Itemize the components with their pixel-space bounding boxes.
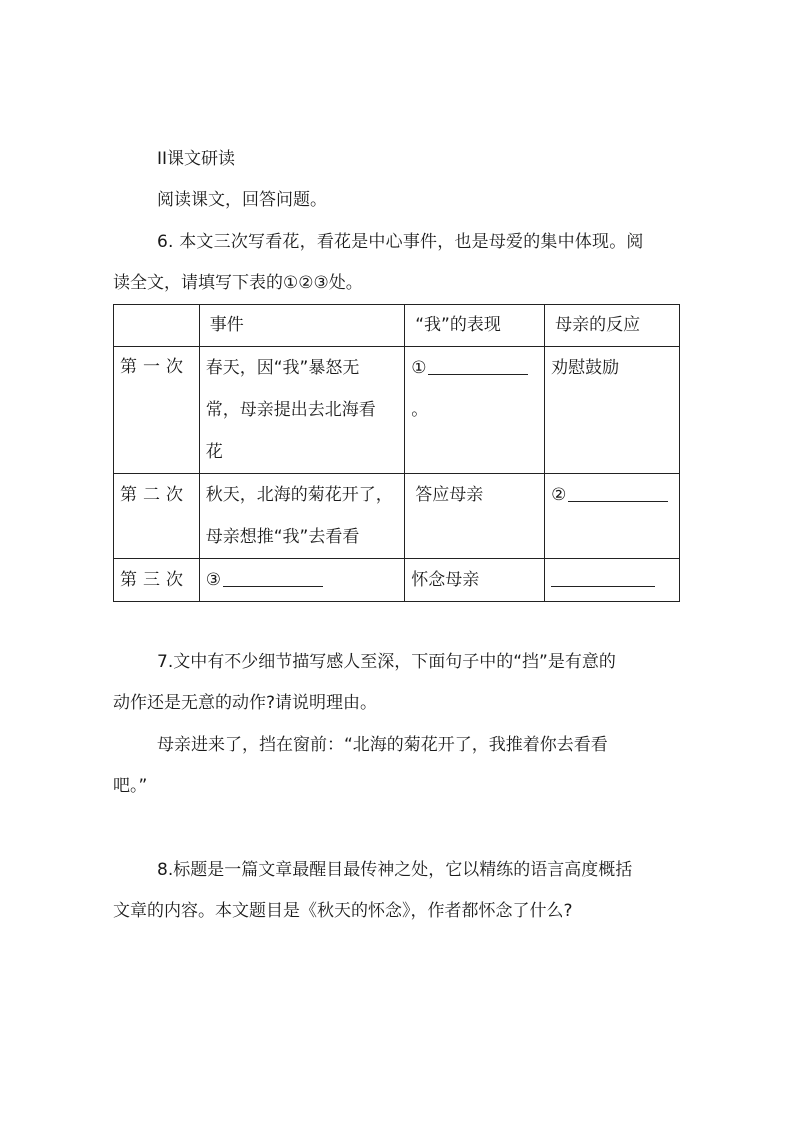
event-line: 母亲想推“我”去看看: [205, 527, 360, 547]
row-mother: [545, 559, 680, 602]
question-7-line-2: 动作还是无意的动作?请说明理由。: [113, 693, 378, 713]
section-heading: II课文研读: [157, 149, 236, 169]
row-mother: [545, 474, 680, 559]
table-row: [114, 474, 680, 559]
event-line: 花: [205, 442, 223, 462]
row-label: 第一次: [114, 347, 200, 474]
answer-table: [113, 304, 680, 602]
row-event: [199, 559, 405, 602]
row-me: [405, 347, 545, 474]
answer-marker: ①: [411, 358, 427, 378]
answer-blank-4[interactable]: [551, 568, 655, 587]
event-line: 秋天，北海的菊花开了，: [205, 485, 393, 505]
answer-marker: ③: [205, 570, 221, 590]
question-7-quote-line-1: 母亲进来了，挡在窗前：“北海的菊花开了，我推着你去看看: [157, 735, 608, 755]
row-label: 第二次: [114, 474, 200, 559]
table-header-me: “我”的表现: [405, 305, 545, 347]
question-8-line-1: 8.标题是一篇文章最醒目最传神之处，它以精练的语言高度概括: [157, 860, 633, 880]
answer-marker: ②: [551, 485, 567, 505]
question-7-line-1: 7.文中有不少细节描写感人至深，下面句子中的“挡”是有意的: [157, 652, 616, 672]
row-mother: 劝慰鼓励: [545, 347, 680, 474]
question-8-line-2: 文章的内容。本文题目是《秋天的怀念》，作者都怀念了什么?: [113, 901, 573, 921]
question-7-quote-line-2: 吧。”: [113, 776, 148, 796]
question-6-line-2: 读全文，请填写下表的①②③处。: [113, 273, 363, 293]
table-header-row: [114, 305, 680, 347]
question-6-line-1: 6. 本文三次写看花，看花是中心事件，也是母爱的集中体现。阅: [157, 232, 644, 252]
table-header-mother: 母亲的反应: [545, 305, 680, 347]
table-header-empty: [114, 305, 200, 347]
row-event: [199, 347, 405, 474]
answer-blank-3[interactable]: [223, 568, 323, 587]
row-event: [199, 474, 405, 559]
row-me: 怀念母亲: [405, 559, 545, 602]
answer-blank-2[interactable]: [568, 483, 668, 502]
answer-tail: 。: [411, 400, 429, 420]
row-label: 第三次: [114, 559, 200, 602]
event-line: 常，母亲提出去北海看: [205, 400, 376, 420]
answer-blank-1[interactable]: [428, 356, 528, 375]
event-line: 春天，因“我”暴怒无: [205, 358, 360, 378]
row-me: 答应母亲: [405, 474, 545, 559]
table-row: [114, 347, 680, 474]
table-row: [114, 559, 680, 602]
instruction-text: 阅读课文，回答问题。: [157, 190, 327, 210]
table-header-event: 事件: [199, 305, 405, 347]
